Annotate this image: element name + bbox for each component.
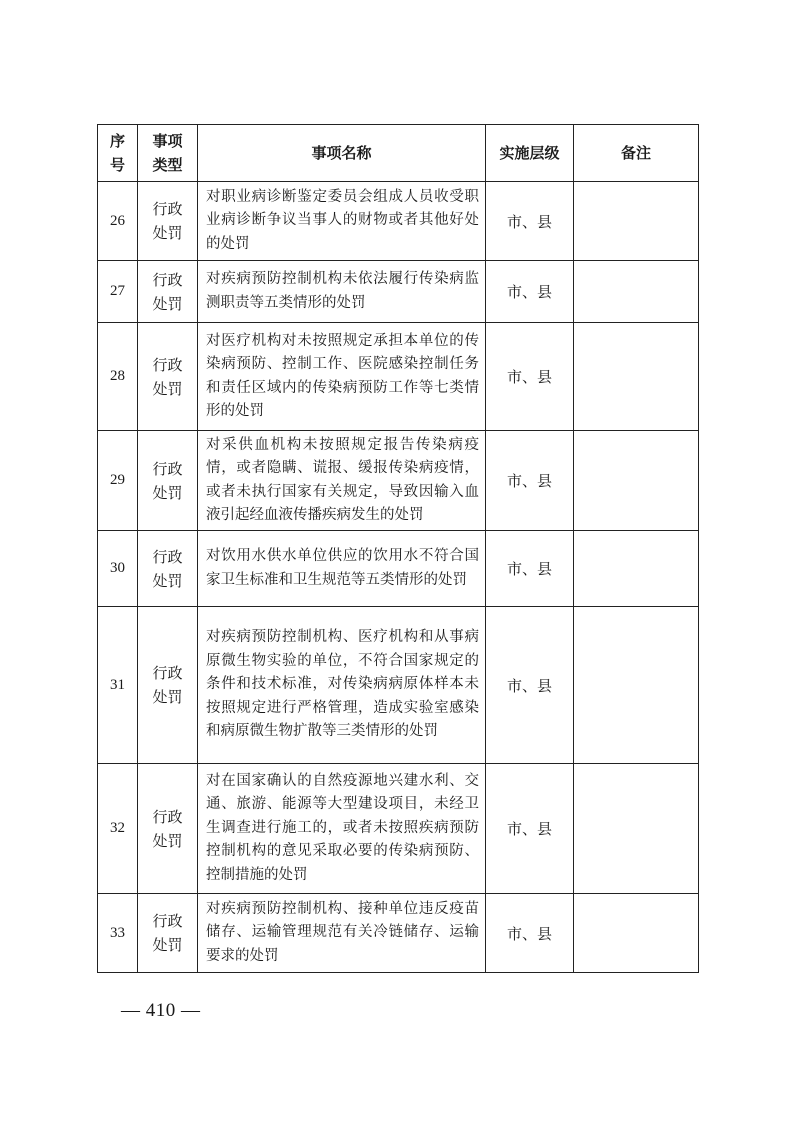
row-note — [574, 261, 699, 323]
header-name: 事项名称 — [198, 125, 486, 182]
table-row — [98, 531, 699, 607]
row-seq: 27 — [98, 261, 138, 323]
row-level: 市、县 — [486, 182, 574, 261]
row-level: 市、县 — [486, 764, 574, 894]
row-name: 对疾病预防控制机构未依法履行传染病监测职责等五类情形的处罚 — [198, 261, 486, 323]
row-level: 市、县 — [486, 261, 574, 323]
row-type: 行政处罚 — [138, 431, 198, 531]
table-row — [98, 323, 699, 431]
row-note — [574, 323, 699, 431]
header-type: 事项类型 — [138, 125, 198, 182]
row-note — [574, 894, 699, 973]
row-seq: 31 — [98, 607, 138, 764]
row-type: 行政处罚 — [138, 764, 198, 894]
row-note — [574, 764, 699, 894]
row-seq: 30 — [98, 531, 138, 607]
row-level: 市、县 — [486, 323, 574, 431]
row-level: 市、县 — [486, 531, 574, 607]
row-seq: 32 — [98, 764, 138, 894]
row-name: 对在国家确认的自然疫源地兴建水利、交通、旅游、能源等大型建设项目，未经卫生调查进行施工的，或者未按照疾病预防控制机构的意见采取必要的传染病预防、控制措施的处罚 — [198, 764, 486, 894]
row-name: 对职业病诊断鉴定委员会组成人员收受职业病诊断争议当事人的财物或者其他好处的处罚 — [198, 182, 486, 261]
row-type: 行政处罚 — [138, 261, 198, 323]
header-row — [98, 125, 699, 182]
header-seq: 序号 — [98, 125, 138, 182]
row-name: 对采供血机构未按照规定报告传染病疫情，或者隐瞒、谎报、缓报传染病疫情，或者未执行国家有关规定，导致因输入血液引起经血液传播疾病发生的处罚 — [198, 431, 486, 531]
row-seq: 26 — [98, 182, 138, 261]
row-seq: 28 — [98, 323, 138, 431]
header-level: 实施层级 — [486, 125, 574, 182]
row-level: 市、县 — [486, 894, 574, 973]
row-name: 对饮用水供水单位供应的饮用水不符合国家卫生标准和卫生规范等五类情形的处罚 — [198, 531, 486, 607]
row-type: 行政处罚 — [138, 607, 198, 764]
row-name: 对疾病预防控制机构、医疗机构和从事病原微生物实验的单位，不符合国家规定的条件和技术标准，对传染病病原体样本未按照规定进行严格管理，造成实验室感染和病原微生物扩散等三类情形的处罚 — [198, 607, 486, 764]
row-name: 对医疗机构对未按照规定承担本单位的传染病预防、控制工作、医院感染控制任务和责任区域内的传染病预防工作等七类情形的处罚 — [198, 323, 486, 431]
row-type: 行政处罚 — [138, 323, 198, 431]
row-type: 行政处罚 — [138, 182, 198, 261]
table-row — [98, 261, 699, 323]
items-table — [97, 124, 699, 973]
row-note — [574, 531, 699, 607]
table-row — [98, 607, 699, 764]
row-level: 市、县 — [486, 607, 574, 764]
table-row — [98, 764, 699, 894]
row-type: 行政处罚 — [138, 531, 198, 607]
table-row — [98, 431, 699, 531]
row-seq: 29 — [98, 431, 138, 531]
row-note — [574, 607, 699, 764]
row-note — [574, 182, 699, 261]
page-number: — 410 — — [121, 1000, 201, 1021]
row-level: 市、县 — [486, 431, 574, 531]
row-note — [574, 431, 699, 531]
row-seq: 33 — [98, 894, 138, 973]
table-row — [98, 182, 699, 261]
row-type: 行政处罚 — [138, 894, 198, 973]
table-row — [98, 894, 699, 973]
header-note: 备注 — [574, 125, 699, 182]
row-name: 对疾病预防控制机构、接种单位违反疫苗储存、运输管理规范有关冷链储存、运输要求的处罚 — [198, 894, 486, 973]
